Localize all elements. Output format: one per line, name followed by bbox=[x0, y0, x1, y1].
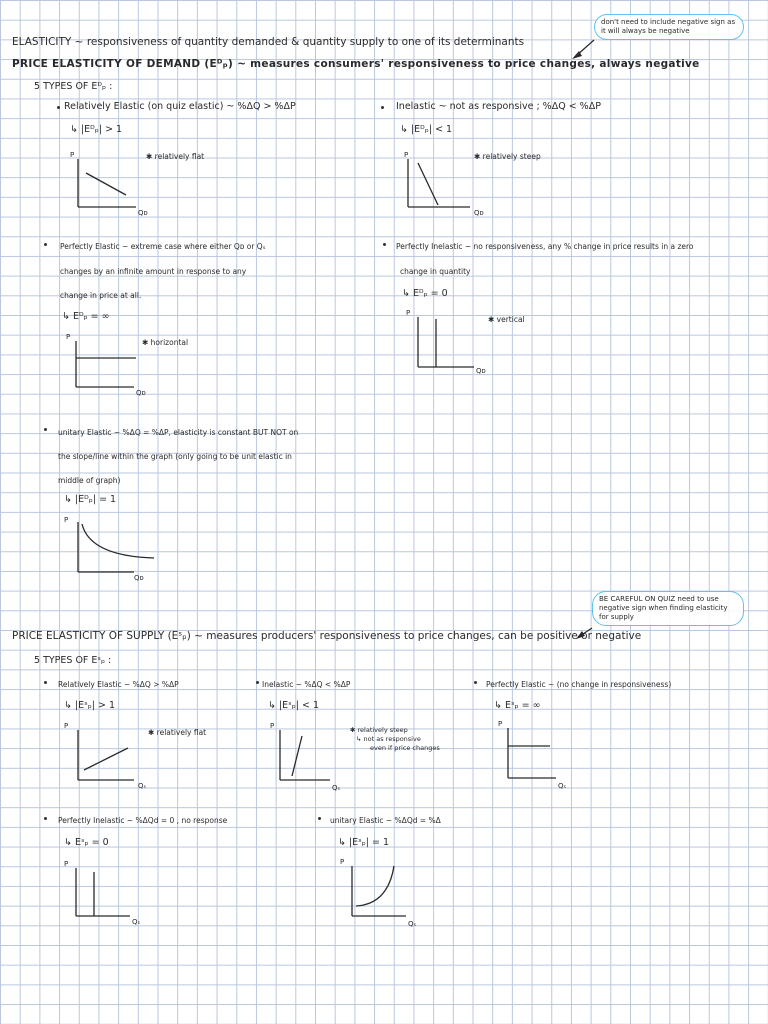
demand-perfectly-inelastic-formula: ↳ Eᴰₚ = 0 bbox=[402, 288, 448, 299]
graph-q-axis-label: Qᴅ bbox=[134, 574, 144, 582]
demand-perfectly-elastic-title-line3: change in price at all. bbox=[60, 291, 142, 300]
supply-perfectly-inelastic-graph bbox=[60, 852, 160, 927]
demand-perfectly-elastic-title-line1: Perfectly Elastic ~ extreme case where either Qᴅ or Qₛ bbox=[60, 242, 266, 251]
graph-p-axis-label: P bbox=[498, 720, 503, 728]
page-title: ELASTICITY ~ responsiveness of quantity demanded & quantity supply to one of its determinants bbox=[12, 36, 525, 48]
supply-inelastic-title: Inelastic ~ %ΔQ < %ΔP bbox=[262, 680, 351, 689]
supply-inelastic-formula: ↳ |Eˢₚ| < 1 bbox=[268, 700, 320, 711]
graph-p-axis-label: P bbox=[66, 333, 71, 341]
bullet bbox=[44, 681, 47, 684]
demand-perfectly-elastic-annotation: ✱ horizontal bbox=[142, 338, 189, 347]
supply-note-text: BE CAREFUL ON QUIZ need to use negative sign when finding elasticity for supply bbox=[599, 595, 728, 621]
demand-perfectly-elastic-formula: ↳ Eᴰₚ = ∞ bbox=[62, 311, 110, 322]
bullet bbox=[474, 681, 477, 684]
graph-p-axis-label: P bbox=[64, 860, 69, 868]
supply-curve-steep bbox=[292, 736, 302, 776]
supply-perfectly-elastic-graph bbox=[496, 716, 596, 791]
supply-perfectly-inelastic-title: Perfectly Inelastic ~ %ΔQd = 0 , no response bbox=[58, 816, 228, 825]
graph-p-axis-label: P bbox=[64, 722, 69, 730]
graph-q-axis-label: Qᴅ bbox=[474, 209, 484, 217]
demand-relatively-elastic-annotation: ✱ relatively flat bbox=[146, 152, 205, 161]
bullet bbox=[44, 817, 47, 820]
graph-p-axis-label: P bbox=[70, 151, 75, 159]
supply-relatively-elastic-graph bbox=[64, 718, 164, 793]
supply-inelastic-annotation-line2: ↳ not as responsive bbox=[356, 735, 421, 743]
demand-unitary-elastic-formula: ↳ |Eᴰₚ| = 1 bbox=[64, 494, 117, 505]
graph-q-axis-label: Qₛ bbox=[132, 918, 141, 926]
demand-inelastic-annotation: ✱ relatively steep bbox=[474, 152, 541, 161]
demand-inelastic-title: Inelastic ~ not as responsive ; %ΔQ < %ΔP bbox=[396, 101, 601, 112]
demand-heading: PRICE ELASTICITY OF DEMAND (Eᴰₚ) ~ measures consumers' responsiveness to price changes, always negative bbox=[12, 58, 700, 70]
demand-inelastic-formula: ↳ |Eᴰₚ| < 1 bbox=[400, 124, 453, 135]
demand-unitary-elastic-title-line3: middle of graph) bbox=[58, 476, 121, 485]
demand-relatively-elastic-title: Relatively Elastic (on quiz elastic) ~ %ΔQ > %ΔP bbox=[64, 101, 296, 112]
demand-perfectly-elastic-title-line2: changes by an infinite amount in response to any bbox=[60, 267, 247, 276]
graph-p-axis-label: P bbox=[270, 722, 275, 730]
supply-relatively-elastic-title: Relatively Elastic ~ %ΔQ > %ΔP bbox=[58, 680, 179, 689]
graph-q-axis-label: Qₛ bbox=[558, 782, 567, 790]
demand-unitary-elastic-title-line1: unitary Elastic ~ %ΔQ = %ΔP, elasticity is constant BUT NOT on bbox=[58, 428, 299, 437]
graph-p-axis-label: P bbox=[64, 516, 69, 524]
graph-q-axis-label: Qᴅ bbox=[476, 367, 486, 375]
demand-perfectly-inelastic-title-line1: Perfectly Inelastic ~ no responsiveness, any % change in price results in a zero bbox=[396, 242, 694, 251]
supply-inelastic-graph bbox=[266, 718, 366, 793]
graph-q-axis-label: Qₛ bbox=[138, 782, 147, 790]
supply-perfectly-elastic-formula: ↳ Eˢₚ = ∞ bbox=[494, 700, 541, 711]
supply-curve-flat bbox=[84, 748, 128, 770]
supply-perfectly-inelastic-formula: ↳ Eˢₚ = 0 bbox=[64, 837, 109, 848]
demand-unitary-elastic-title-line2: the slope/line within the graph (only going to be unit elastic in bbox=[58, 452, 292, 461]
graph-q-axis-label: Qᴅ bbox=[136, 389, 146, 397]
supply-unitary-elastic-formula: ↳ |Eˢₚ| = 1 bbox=[338, 837, 390, 848]
supply-types-label: 5 TYPES OF Eˢₚ : bbox=[34, 655, 112, 666]
demand-note-text: don't need to include negative sign as it will always be negative bbox=[601, 18, 736, 35]
supply-inelastic-annotation-line3: even if price changes bbox=[370, 744, 440, 752]
supply-heading: PRICE ELASTICITY OF SUPPLY (Eˢₚ) ~ measures producers' responsiveness to price changes, can be positive or negative bbox=[12, 630, 642, 642]
supply-unitary-elastic-title: unitary Elastic ~ %ΔQd = %Δ bbox=[330, 816, 441, 825]
supply-perfectly-elastic-title: Perfectly Elastic ~ (no change in responsiveness) bbox=[486, 680, 672, 689]
demand-perfectly-inelastic-title-line2: change in quantity bbox=[400, 267, 471, 276]
supply-relatively-elastic-formula: ↳ |Eˢₚ| > 1 bbox=[64, 700, 116, 711]
supply-relatively-elastic-annotation: ✱ relatively flat bbox=[148, 728, 207, 737]
demand-types-label: 5 TYPES OF Eᴰₚ : bbox=[34, 81, 113, 92]
graph-p-axis-label: P bbox=[406, 309, 411, 317]
demand-relatively-elastic-formula: ↳ |Eᴰₚ| > 1 bbox=[70, 124, 123, 135]
graph-p-axis-label: P bbox=[340, 858, 345, 866]
graph-q-axis-label: Qₛ bbox=[408, 920, 417, 928]
graph-q-axis-label: Qᴅ bbox=[138, 209, 148, 217]
supply-inelastic-annotation-line1: ✱ relatively steep bbox=[350, 726, 408, 734]
graph-q-axis-label: Qₛ bbox=[332, 784, 341, 792]
demand-perfectly-inelastic-annotation: ✱ vertical bbox=[488, 315, 525, 324]
bullet bbox=[318, 817, 321, 820]
bullet bbox=[256, 681, 259, 684]
supply-curve-unitary bbox=[356, 866, 394, 906]
graph-p-axis-label: P bbox=[404, 151, 409, 159]
supply-unitary-elastic-graph bbox=[336, 852, 436, 932]
